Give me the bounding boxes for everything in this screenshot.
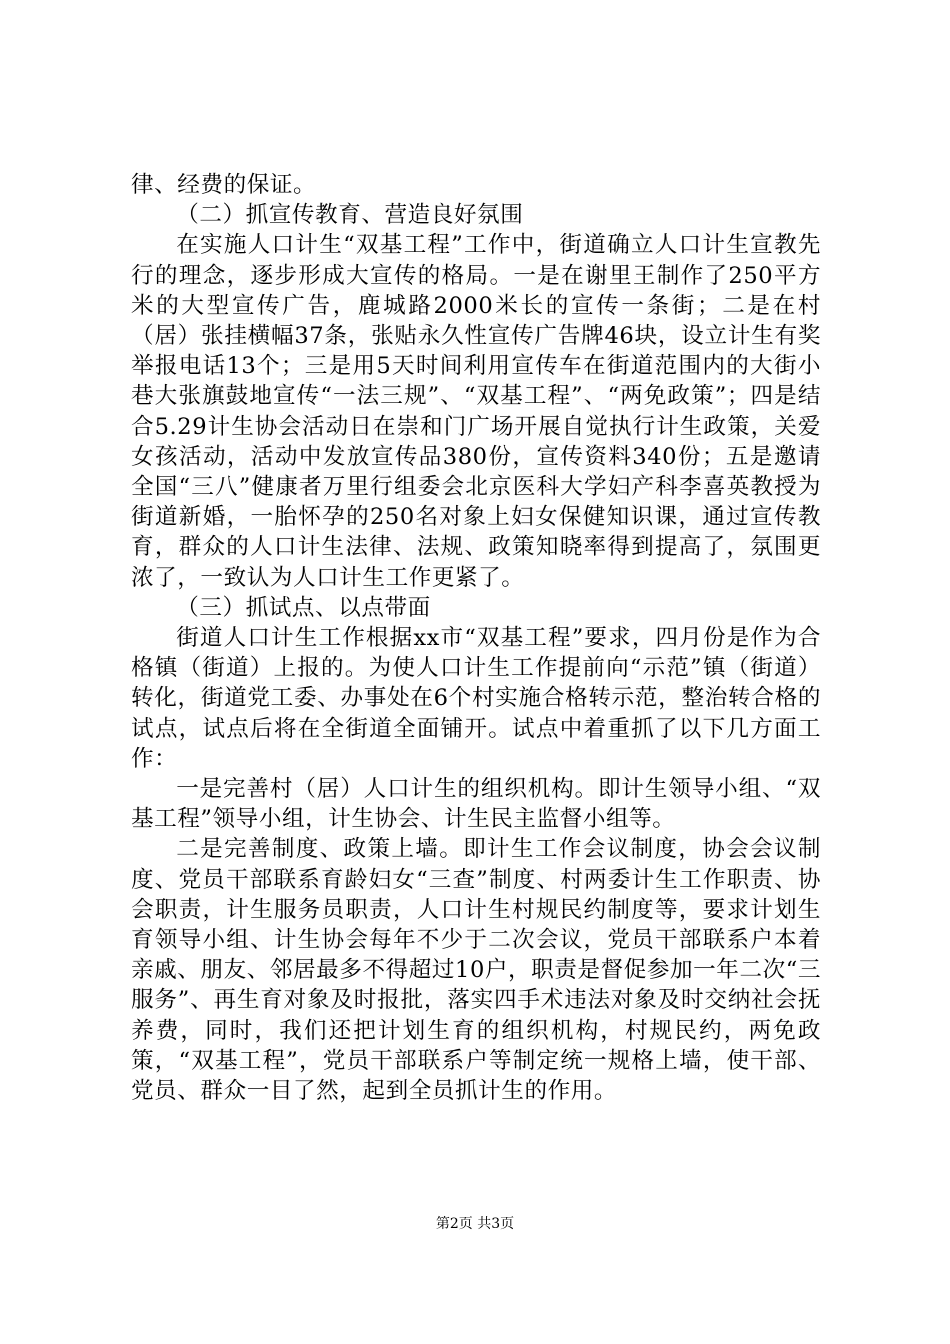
section-heading-2: （二）抓宣传教育、营造良好氛围 — [176, 202, 524, 229]
paragraph-pilot: 街道人口计生工作根据xx市“双基工程”要求，四月份是作为合格镇（街道）上报的。为使人口计生工作提前向“示范”镇（街道）转化，街道党工委、办事处在6个村实施合格转示范，整治转合格的试点，试点后将在全街道全面铺开。试点中着重抓了以下几方面工作： — [131, 625, 821, 772]
section-heading-3: （三）抓试点、以点带面 — [176, 594, 431, 621]
paragraph-publicity: 在实施人口计生“双基工程”工作中，街道确立人口计生宣教先行的理念，逐步形成大宣传的格局。一是在谢里王制作了250平方米的大型宣传广告，鹿城路2000米长的宣传一条街；二是在村（居）张挂横幅37条，张贴永久性宣传广告牌46块，设立计生有奖举报电话13个；三是用5天时间利用宣传车在街道范围内的大街小巷大张旗鼓地宣传“一法三规”、“双基工程”、“两免政策”；四是结合5.29计生协会活动日在崇和门广场开展自觉执行计生政策，关爱女孩活动，活动中发放宣传品380份，宣传资料340份；五是邀请全国“三八”健康者万里行组委会北京医科大学妇产科李喜英教授为街道新婚，一胎怀孕的250名对象上妇女保健知识课，通过宣传教育，群众的人口计生法律、法规、政策知晓率得到提高了，氛围更浓了，一致认为人口计生工作更紧了。 — [131, 232, 821, 591]
paragraph-regulations: 二是完善制度、政策上墙。即计生工作会议制度，协会会议制度、党员干部联系育龄妇女“三查”制度、村两委计生工作职责、协会职责，计生服务员职责，人口计生村规民约制度等，要求计划生育领导小组、计生协会每年不少于二次会议，党员干部联系户本着亲戚、朋友、邻居最多不得超过10户，职责是督促参加一年二次“三服务”、再生育对象及时报批，落实四手术违法对象及时交纳社会抚养费，同时，我们还把计划生育的组织机构，村规民约，两免政策，“双基工程”，党员干部联系户等制定统一规格上墙，使干部、党员、群众一目了然，起到全员抓计生的作用。 — [131, 836, 821, 1105]
document-body — [131, 170, 821, 1106]
page-footer: 第2页 共3页 — [435, 1216, 515, 1232]
paragraph-continuation: 律、经费的保证。 — [131, 172, 317, 198]
paragraph-organization: 一是完善村（居）人口计生的组织机构。即计生领导小组、“双基工程”领导小组，计生协会、计生民主监督小组等。 — [131, 776, 821, 833]
